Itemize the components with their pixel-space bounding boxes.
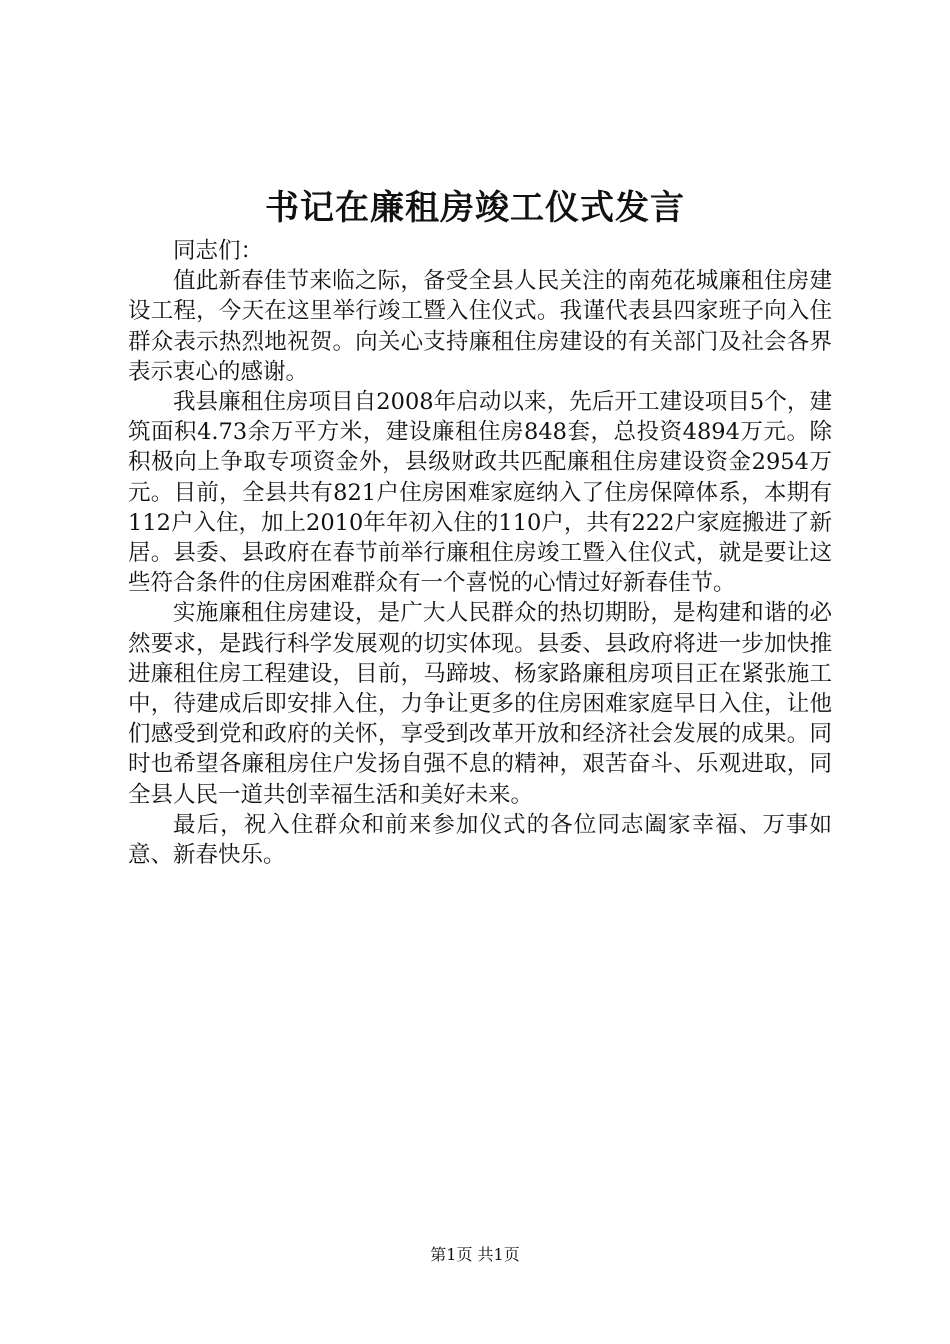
document-title: 书记在廉租房竣工仪式发言	[265, 188, 685, 228]
paragraph-2: 我县廉租住房项目自2008年启动以来，先后开工建设项目5个，建筑面积4.73余万平方米，建设廉租住房848套，总投资4894万元。除积极向上争取专项资金外，县级财政共匹配廉租住房建设资金2954万元。目前，全县共有821户住房困难家庭纳入了住房保障体系，本期有112户入住，加上2010年年初入住的110户，共有222户家庭搬进了新居。县委、县政府在春节前举行廉租住房竣工暨入住仪式，就是要让这些符合条件的住房困难群众有一个喜悦的心情过好新春佳节。	[128, 389, 832, 597]
paragraph-4: 最后，祝入住群众和前来参加仪式的各位同志阖家幸福、万事如意、新春快乐。	[128, 811, 832, 869]
salutation: 同志们：	[173, 238, 264, 264]
paragraph-1: 值此新春佳节来临之际，备受全县人民关注的南苑花城廉租住房建设工程，今天在这里举行竣工暨入住仪式。我谨代表县四家班子向入住群众表示热烈地祝贺。向关心支持廉租住房建设的有关部门及社会各界表示衷心的感谢。	[128, 268, 832, 385]
document-body	[128, 236, 832, 870]
page-footer: 第1页 共1页	[430, 1245, 520, 1264]
paragraph-3: 实施廉租住房建设，是广大人民群众的热切期盼，是构建和谐的必然要求，是践行科学发展观的切实体现。县委、县政府将进一步加快推进廉租住房工程建设，目前，马蹄坡、杨家路廉租房项目正在紧张施工中，待建成后即安排入住，力争让更多的住房困难家庭早日入住，让他们感受到党和政府的关怀，享受到改革开放和经济社会发展的成果。同时也希望各廉租房住户发扬自强不息的精神，艰苦奋斗、乐观进取，同全县人民一道共创幸福生活和美好未来。	[128, 600, 832, 808]
